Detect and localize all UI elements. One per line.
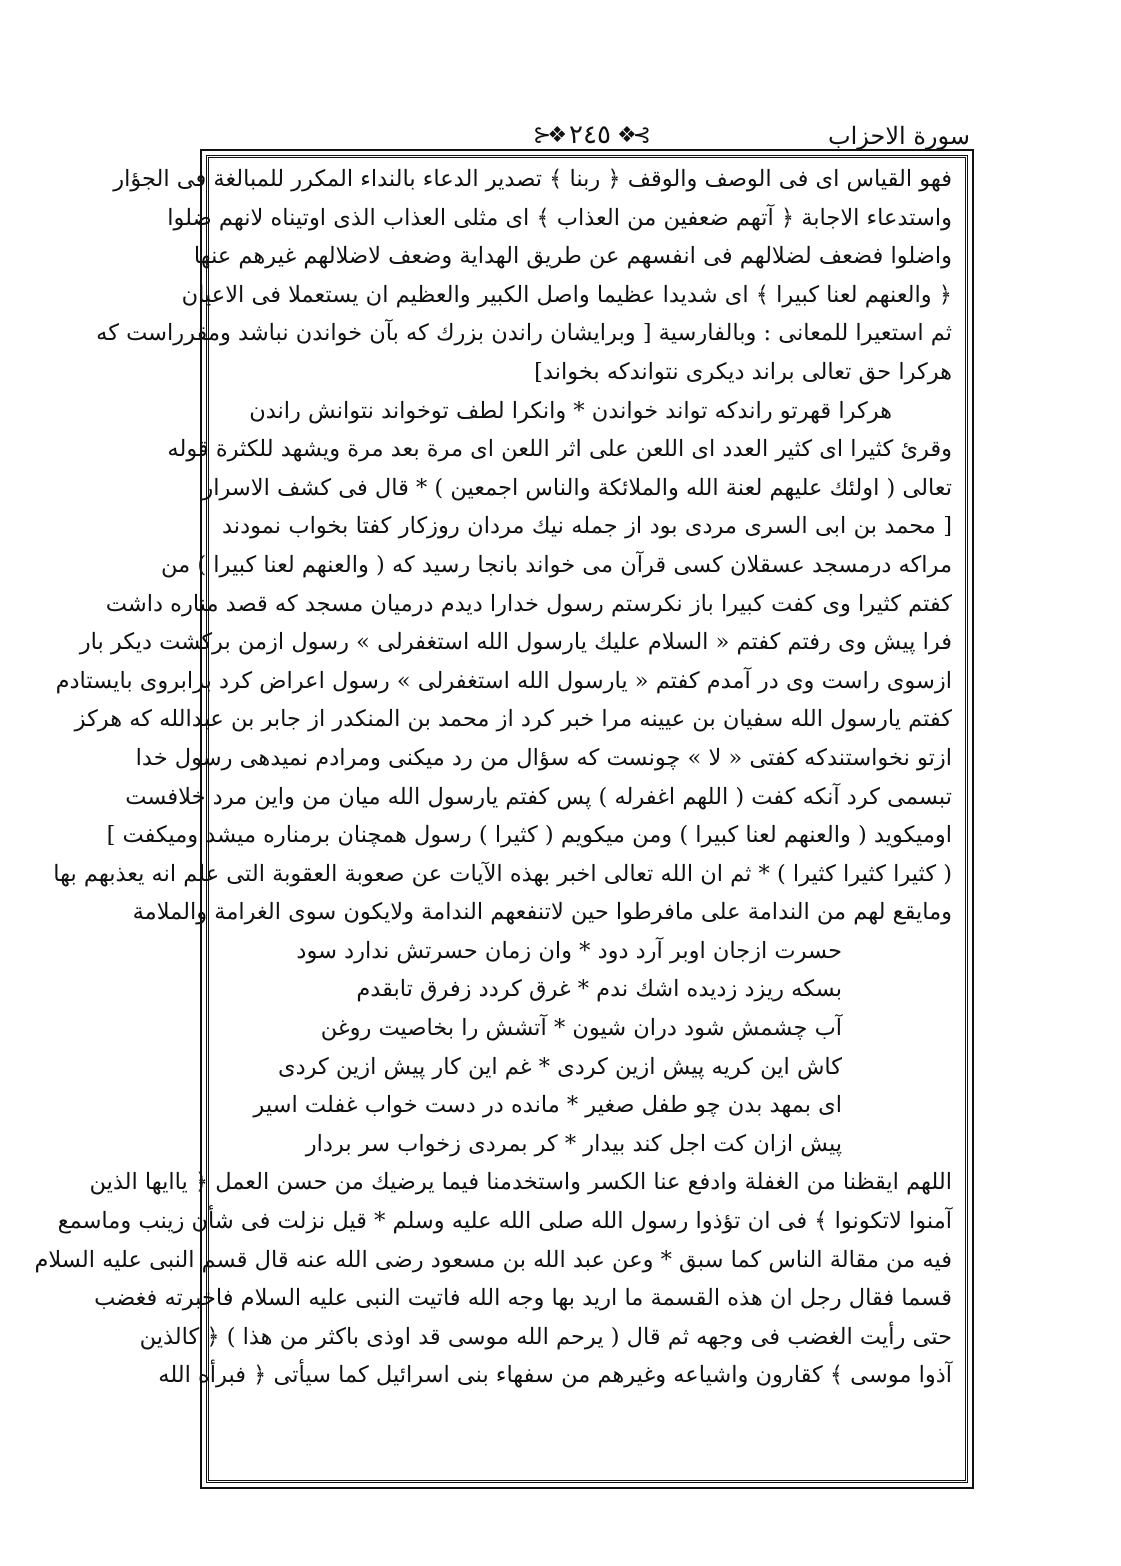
text-line: ( كثيرا كثيرا كثيرا ) * ثم ان الله تعالى اخبر بهذه الآيات عن صعوبة العقوبة التى علم انه يعذبهم بها [53,860,952,887]
verse-line: آب چشمش شود دران شيون * آتشش را بخاصيت روغن [320,1015,842,1042]
text-line: آمنوا لاتكونوا ﴾ فى ان تؤذوا رسول الله صلى الله عليه وسلم * قيل نزلت فى شأن زينب وماسمع [57,1208,952,1235]
text-line: واستدعاء الاجابة ﴿ آتهم ضعفين من العذاب ﴾ اى مثلى العذاب الذى اوتيناه لانهم ضلوا [167,204,952,231]
page-number [533,120,647,150]
verse-line: اى بمهد بدن چو طفل صغير * مانده در دست خواب غفلت اسير [253,1092,842,1119]
text-line: فهو القياس اى فى الوصف والوقف ﴿ ربنا ﴾ تصدير الدعاء بالنداء المكرر للمبالغة فى الجؤار [113,166,952,192]
text-line: ومايقع لهم من الندامة على مافرطوا حين لاتنفعهم الندامة ولايكون سوى الغرامة والملامة [132,899,952,926]
text-line: مراكه درمسجد عسقلان كسى قرآن مى خواند بانجا رسيد كه ( والعنهم لعنا كبيرا ) من [161,551,952,578]
text-line: حتى رأيت الغضب فى وجهه ثم قال ( يرحم الله موسى قد اوذى باكثر من هذا ) ﴿ كالذين [139,1323,952,1350]
verse-line: حسرت ازجان اوبر آرد دود * وان زمان حسرتش ندارد سود [296,937,842,964]
text-line: اللهم ايقظنا من الغفلة وادفع عنا الكسر واستخدمنا فيما يرضيك من حسن العمل ﴿ ياايها الذين [89,1169,952,1196]
text-line: هركرا حق تعالى براند ديكرى نتواندكه بخواند] [534,358,952,385]
text-line: اوميكويد ( والعنهم لعنا كبيرا ) ومن ميكويم ( كثيرا ) رسول همچنان برمناره ميشد وميكفت ] [106,822,952,849]
text-line: [ محمد بن ابى السرى مردى بود از جمله نيك مردان روزكار كفتا بخواب نمودند [222,513,952,540]
text-line: واضلوا فضعف لضلالهم فى انفسهم عن طريق الهداية وضعف لاضلالهم غيرهم عنها [193,243,952,270]
text-line: وقرئ كثيرا اى كثير العدد اى اللعن على اثر اللعن اى مرة بعد مرة ويشهد للكثرة قوله [167,436,952,463]
text-line: تعالى ( اولئك عليهم لعنة الله والملائكة والناس اجمعين ) * قال فى كشف الاسرار [202,474,952,501]
text-line: فرا پيش وى رفتم كفتم « السلام عليك يارسول الله استغفرلى » رسول ازمن بركشت ديكر بار [79,629,952,656]
text-line: قسما فقال رجل ان هذه القسمة ما اريد بها وجه الله فاتيت النبى عليه السلام فاخبرته فغضب [94,1285,952,1312]
surah-title: سورة الاحزاب [828,122,970,150]
text-line: كفتم كثيرا وى كفت كبيرا باز نكرستم رسول خدارا ديدم درميان مسجد كه قصد مناره داشت [105,590,952,617]
ornament-left-icon: ⊱❖ [532,122,564,148]
text-line: ثم استعيرا للمعانى : وبالفارسية [ وبرايشان راندن بزرك كه بآن خواندن نباشد ومقرراست كه [96,320,952,347]
text-line: تبسمى كرد آنكه كفت ( اللهم اغفرله ) پس كفتم يارسول الله ميان من واين مرد خلافست [125,783,952,810]
text-line: آذوا موسى ﴾ كقارون واشياعه وغيرهم من سفهاء بنى اسرائيل كما سيأتى ﴿ فبرأه الله [158,1362,952,1389]
verse-line: پيش ازان كت اجل كند بيدار * كر بمردى زخواب سر بردار [305,1130,842,1157]
verse-line: كاش اين كريه پيش ازين كردى * غم اين كار پيش ازين كردى [277,1053,842,1080]
text-line: كفتم يارسول الله سفيان بن عيينه مرا خبر كرد از محمد بن المنكدر از جابر بن عبدالله كه هركز [74,706,952,733]
page-body [34,160,952,1395]
text-line: ازتو نخواستندكه كفتى « لا » چونست كه سؤال من رد ميكنى ومرادم نميدهى رسول خدا [135,744,952,771]
verse-line: هركرا قهرتو راندكه تواند خواندن * وانكرا لطف توخواند نتوانش راندن [249,397,892,424]
text-line: ﴿ والعنهم لعنا كبيرا ﴾ اى شديدا عظيما واصل الكبير والعظيم ان يستعملا فى الاعيان [181,281,952,308]
verse-line: بسكه ريزد زديده اشك ندم * غرق كردد زفرق تابقدم [356,976,842,1003]
text-line: ازسوى راست وى در آمدم كفتم « يارسول الله استغفرلى » رسول اعراض كرد برابروى بايستادم [55,667,952,694]
text-line: فيه من مقالة الناس كما سبق * وعن عبد الله بن مسعود رضى الله عنه قال قسم النبى عليه السلام [34,1246,952,1273]
page-number-value: ٢٤٥ [569,120,611,150]
ornament-right-icon: ❖⊰ [616,122,648,148]
